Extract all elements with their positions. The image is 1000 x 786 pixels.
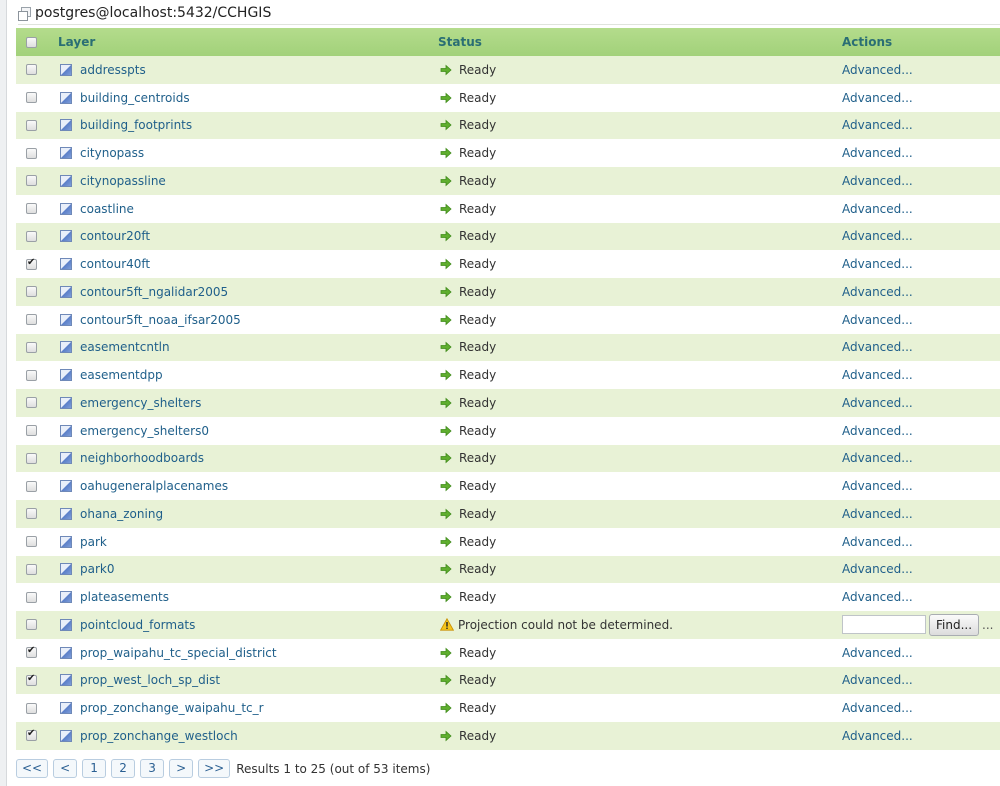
ready-arrow-icon — [440, 230, 452, 242]
layer-table-icon — [60, 480, 72, 492]
table-row — [16, 223, 1000, 251]
row-checkbox[interactable] — [26, 425, 37, 436]
status-cell — [438, 694, 842, 722]
status-cell — [438, 223, 842, 251]
status-text: Projection could not be determined. — [458, 617, 673, 632]
actions-cell — [842, 56, 1000, 84]
status-text: Ready — [459, 146, 497, 161]
layer-link[interactable]: contour20ft — [80, 229, 151, 244]
status-cell — [438, 667, 842, 695]
row-checkbox[interactable] — [26, 592, 37, 603]
row-checkbox[interactable] — [26, 92, 37, 103]
ready-arrow-icon — [440, 425, 452, 437]
row-select-cell — [16, 389, 48, 417]
status-cell — [438, 84, 842, 112]
layer-table-icon — [60, 119, 72, 131]
layer-table-icon — [60, 563, 72, 575]
row-checkbox[interactable] — [26, 703, 37, 714]
layer-cell — [48, 556, 438, 584]
store-title-bar — [18, 3, 1000, 23]
table-row — [16, 667, 1000, 695]
layer-link[interactable]: contour5ft_ngalidar2005 — [80, 284, 229, 299]
actions-cell — [842, 278, 1000, 306]
row-select-cell — [16, 361, 48, 389]
layer-cell — [48, 722, 438, 750]
layer-table-icon — [60, 230, 72, 242]
layer-cell — [48, 56, 438, 84]
actions-cell — [842, 139, 1000, 167]
srs-input[interactable] — [842, 615, 926, 634]
row-select-cell — [16, 195, 48, 223]
row-select-cell — [16, 250, 48, 278]
layer-table-icon — [60, 203, 72, 215]
status-cell — [438, 195, 842, 223]
advanced-link[interactable]: Advanced... — [842, 312, 913, 327]
layer-link[interactable]: contour40ft — [80, 257, 151, 272]
advanced-link[interactable]: Advanced... — [842, 673, 913, 688]
layer-table-icon — [60, 508, 72, 520]
status-cell — [438, 112, 842, 140]
status-text: Ready — [459, 62, 497, 77]
advanced-link[interactable]: Advanced... — [842, 118, 913, 133]
status-cell — [438, 472, 842, 500]
advanced-link[interactable]: Advanced... — [842, 395, 913, 410]
status-cell — [438, 139, 842, 167]
advanced-link[interactable]: Advanced... — [842, 368, 913, 383]
row-checkbox[interactable] — [26, 231, 37, 242]
status-text: Ready — [459, 118, 497, 133]
actions-cell — [842, 500, 1000, 528]
ready-arrow-icon — [440, 563, 452, 575]
ready-arrow-icon — [440, 314, 452, 326]
status-text: Ready — [459, 173, 497, 188]
layer-link[interactable]: plateasements — [80, 590, 170, 605]
layer-link[interactable]: park0 — [80, 562, 115, 577]
row-select-cell — [16, 278, 48, 306]
left-panel-edge — [0, 0, 7, 786]
advanced-link[interactable]: Advanced... — [842, 451, 913, 466]
layer-cell — [48, 278, 438, 306]
advanced-link[interactable]: Advanced... — [842, 562, 913, 577]
advanced-link[interactable]: Advanced... — [842, 728, 913, 743]
actions-column-header: Actions — [842, 28, 1000, 56]
advanced-link[interactable]: Advanced... — [842, 506, 913, 521]
table-row — [16, 417, 1000, 445]
status-cell — [438, 500, 842, 528]
layer-table-icon — [60, 730, 72, 742]
layer-table-icon — [60, 369, 72, 381]
actions-cell — [842, 167, 1000, 195]
advanced-link[interactable]: Advanced... — [842, 229, 913, 244]
status-text: Ready — [459, 312, 497, 327]
row-checkbox[interactable] — [26, 481, 37, 492]
row-select-cell — [16, 500, 48, 528]
advanced-link[interactable]: Advanced... — [842, 284, 913, 299]
status-cell — [438, 361, 842, 389]
layer-cell — [48, 195, 438, 223]
layer-table-icon — [60, 619, 72, 631]
status-text: Ready — [459, 340, 497, 355]
layer-table-icon — [60, 674, 72, 686]
layer-cell — [48, 112, 438, 140]
srs-find-group — [842, 614, 1000, 636]
row-checkbox[interactable] — [26, 203, 37, 214]
table-row — [16, 389, 1000, 417]
table-row — [16, 611, 1000, 639]
status-cell — [438, 639, 842, 667]
layer-table-icon — [60, 64, 72, 76]
actions-cell — [842, 611, 1000, 639]
table-row — [16, 583, 1000, 611]
advanced-link[interactable]: Advanced... — [842, 146, 913, 161]
advanced-link[interactable]: Advanced... — [842, 173, 913, 188]
advanced-link[interactable]: Advanced... — [842, 479, 913, 494]
table-row — [16, 84, 1000, 112]
status-cell — [438, 334, 842, 362]
table-row — [16, 56, 1000, 84]
title-divider — [18, 24, 1000, 25]
row-select-cell — [16, 667, 48, 695]
layer-link[interactable]: park — [80, 534, 107, 549]
layer-link[interactable]: building_centroids — [80, 90, 190, 105]
page-2-button[interactable]: 2 — [111, 759, 135, 778]
row-checkbox[interactable] — [26, 730, 37, 741]
table-row — [16, 306, 1000, 334]
layer-cell — [48, 84, 438, 112]
status-cell — [438, 556, 842, 584]
layer-cell — [48, 139, 438, 167]
row-checkbox[interactable] — [26, 120, 37, 131]
ready-arrow-icon — [440, 119, 452, 131]
layer-link[interactable]: prop_zonchange_westloch — [80, 728, 238, 743]
row-select-cell — [16, 306, 48, 334]
status-text: Ready — [459, 451, 497, 466]
table-row — [16, 694, 1000, 722]
row-select-cell — [16, 417, 48, 445]
status-cell — [438, 722, 842, 750]
next-page-button[interactable]: > — [169, 759, 193, 778]
pagination — [16, 759, 430, 778]
layer-cell — [48, 611, 438, 639]
status-cell — [438, 250, 842, 278]
layer-table-icon — [60, 647, 72, 659]
table-header-row — [16, 28, 1000, 56]
layer-table-icon — [60, 425, 72, 437]
row-checkbox[interactable] — [26, 536, 37, 547]
layer-table-icon — [60, 258, 72, 270]
actions-cell — [842, 667, 1000, 695]
status-cell — [438, 583, 842, 611]
row-select-cell — [16, 167, 48, 195]
table-row — [16, 278, 1000, 306]
row-checkbox[interactable] — [26, 675, 37, 686]
layer-table-icon — [60, 92, 72, 104]
status-cell — [438, 167, 842, 195]
ready-arrow-icon — [440, 452, 452, 464]
layer-cell — [48, 417, 438, 445]
last-page-button[interactable]: >> — [198, 759, 230, 778]
row-checkbox[interactable] — [26, 564, 37, 575]
actions-cell — [842, 639, 1000, 667]
table-row — [16, 639, 1000, 667]
row-select-cell — [16, 694, 48, 722]
page-1-button[interactable]: 1 — [82, 759, 106, 778]
layers-table — [16, 28, 1000, 750]
more-link[interactable]: ... — [982, 617, 994, 632]
ready-arrow-icon — [440, 175, 452, 187]
table-row — [16, 139, 1000, 167]
actions-cell — [842, 361, 1000, 389]
actions-cell — [842, 334, 1000, 362]
layer-cell — [48, 472, 438, 500]
status-text: Ready — [459, 201, 497, 216]
row-select-cell — [16, 639, 48, 667]
status-cell — [438, 306, 842, 334]
layer-link[interactable]: neighborhoodboards — [80, 451, 205, 466]
warning-icon — [440, 618, 454, 631]
first-page-button[interactable]: << — [16, 759, 48, 778]
layer-table-icon — [60, 286, 72, 298]
row-select-cell — [16, 722, 48, 750]
row-checkbox[interactable] — [26, 370, 37, 381]
table-row — [16, 528, 1000, 556]
row-select-cell — [16, 56, 48, 84]
ready-arrow-icon — [440, 591, 452, 603]
status-cell — [438, 56, 842, 84]
actions-cell — [842, 445, 1000, 473]
advanced-link[interactable]: Advanced... — [842, 62, 913, 77]
layer-cell — [48, 334, 438, 362]
store-icon — [18, 7, 31, 20]
row-select-cell — [16, 472, 48, 500]
ready-arrow-icon — [440, 397, 452, 409]
actions-cell — [842, 84, 1000, 112]
actions-cell — [842, 722, 1000, 750]
status-text: Ready — [459, 479, 497, 494]
find-button[interactable]: Find... — [929, 614, 979, 636]
actions-cell — [842, 223, 1000, 251]
row-select-cell — [16, 611, 48, 639]
status-text: Ready — [459, 701, 497, 716]
ready-arrow-icon — [440, 64, 452, 76]
layer-link[interactable]: pointcloud_formats — [80, 617, 196, 632]
layer-table-icon — [60, 175, 72, 187]
advanced-link[interactable]: Advanced... — [842, 201, 913, 216]
table-row — [16, 556, 1000, 584]
status-cell — [438, 389, 842, 417]
advanced-link[interactable]: Advanced... — [842, 340, 913, 355]
row-checkbox[interactable] — [26, 64, 37, 75]
row-select-cell — [16, 223, 48, 251]
table-row — [16, 361, 1000, 389]
row-checkbox[interactable] — [26, 148, 37, 159]
status-text: Ready — [459, 90, 497, 105]
status-text: Ready — [459, 395, 497, 410]
row-select-cell — [16, 84, 48, 112]
status-text: Ready — [459, 645, 497, 660]
layer-link[interactable]: addresspts — [80, 62, 146, 77]
select-all-checkbox[interactable] — [26, 37, 37, 48]
row-checkbox[interactable] — [26, 314, 37, 325]
status-text: Ready — [459, 423, 497, 438]
status-text: Ready — [459, 229, 497, 244]
actions-cell — [842, 694, 1000, 722]
advanced-link[interactable]: Advanced... — [842, 534, 913, 549]
layer-table-icon — [60, 702, 72, 714]
row-checkbox[interactable] — [26, 342, 37, 353]
ready-arrow-icon — [440, 258, 452, 270]
row-checkbox[interactable] — [26, 619, 37, 630]
status-cell — [438, 611, 842, 639]
row-checkbox[interactable] — [26, 647, 37, 658]
layer-table-icon — [60, 452, 72, 464]
row-checkbox[interactable] — [26, 286, 37, 297]
table-row — [16, 472, 1000, 500]
row-select-cell — [16, 334, 48, 362]
ready-arrow-icon — [440, 536, 452, 548]
status-text: Ready — [459, 590, 497, 605]
ready-arrow-icon — [440, 730, 452, 742]
row-checkbox[interactable] — [26, 397, 37, 408]
advanced-link[interactable]: Advanced... — [842, 590, 913, 605]
table-row — [16, 112, 1000, 140]
layer-cell — [48, 306, 438, 334]
status-text: Ready — [459, 506, 497, 521]
status-cell — [438, 417, 842, 445]
layer-link[interactable]: emergency_shelters0 — [80, 423, 209, 438]
page-3-button[interactable]: 3 — [140, 759, 164, 778]
layer-link[interactable]: prop_waipahu_tc_special_district — [80, 645, 277, 660]
layer-cell — [48, 583, 438, 611]
row-checkbox[interactable] — [26, 508, 37, 519]
row-checkbox[interactable] — [26, 259, 37, 270]
status-text: Ready — [459, 673, 497, 688]
ready-arrow-icon — [440, 369, 452, 381]
layer-cell — [48, 167, 438, 195]
layer-cell — [48, 528, 438, 556]
store-title: postgres@localhost:5432/CCHGIS — [35, 5, 272, 21]
layer-link[interactable]: easementdpp — [80, 368, 163, 383]
advanced-link[interactable]: Advanced... — [842, 423, 913, 438]
table-row — [16, 500, 1000, 528]
layer-link[interactable]: contour5ft_noaa_ifsar2005 — [80, 312, 241, 327]
layer-table-icon — [60, 591, 72, 603]
prev-page-button[interactable]: < — [53, 759, 77, 778]
row-select-cell — [16, 139, 48, 167]
actions-cell — [842, 389, 1000, 417]
table-row — [16, 250, 1000, 278]
layer-cell — [48, 639, 438, 667]
status-column-header[interactable]: Status — [438, 28, 842, 56]
results-summary: Results 1 to 25 (out of 53 items) — [236, 761, 431, 776]
actions-cell — [842, 306, 1000, 334]
actions-cell — [842, 528, 1000, 556]
advanced-link[interactable]: Advanced... — [842, 645, 913, 660]
table-row — [16, 167, 1000, 195]
layer-cell — [48, 500, 438, 528]
actions-cell — [842, 417, 1000, 445]
row-select-cell — [16, 528, 48, 556]
layer-table-icon — [60, 147, 72, 159]
actions-cell — [842, 583, 1000, 611]
advanced-link[interactable]: Advanced... — [842, 701, 913, 716]
layer-table-icon — [60, 314, 72, 326]
ready-arrow-icon — [440, 674, 452, 686]
advanced-link[interactable]: Advanced... — [842, 257, 913, 272]
ready-arrow-icon — [440, 203, 452, 215]
row-checkbox[interactable] — [26, 175, 37, 186]
row-checkbox[interactable] — [26, 453, 37, 464]
layer-cell — [48, 389, 438, 417]
actions-cell — [842, 195, 1000, 223]
ready-arrow-icon — [440, 341, 452, 353]
ready-arrow-icon — [440, 508, 452, 520]
ready-arrow-icon — [440, 647, 452, 659]
actions-cell — [842, 112, 1000, 140]
layer-table-icon — [60, 397, 72, 409]
ready-arrow-icon — [440, 147, 452, 159]
status-text: Ready — [459, 728, 497, 743]
layer-cell — [48, 694, 438, 722]
advanced-link[interactable]: Advanced... — [842, 90, 913, 105]
layer-link[interactable]: easementcntln — [80, 340, 170, 355]
status-text: Ready — [459, 284, 497, 299]
layer-table-icon — [60, 341, 72, 353]
layer-cell — [48, 250, 438, 278]
ready-arrow-icon — [440, 702, 452, 714]
ready-arrow-icon — [440, 286, 452, 298]
layer-cell — [48, 223, 438, 251]
layer-link[interactable]: emergency_shelters — [80, 395, 202, 410]
layer-link[interactable]: ohana_zoning — [80, 506, 164, 521]
table-row — [16, 445, 1000, 473]
table-row — [16, 334, 1000, 362]
select-all-cell — [16, 28, 48, 56]
layer-link[interactable]: building_footprints — [80, 118, 193, 133]
table-row — [16, 722, 1000, 750]
row-select-cell — [16, 583, 48, 611]
layer-column-header[interactable]: Layer — [48, 28, 438, 56]
ready-arrow-icon — [440, 480, 452, 492]
layer-cell — [48, 361, 438, 389]
layer-link[interactable]: prop_west_loch_sp_dist — [80, 673, 221, 688]
status-text: Ready — [459, 257, 497, 272]
layer-table-icon — [60, 536, 72, 548]
status-cell — [438, 445, 842, 473]
layer-link[interactable]: citynopass — [80, 146, 145, 161]
row-select-cell — [16, 445, 48, 473]
status-text: Ready — [459, 562, 497, 577]
actions-cell — [842, 556, 1000, 584]
status-text: Ready — [459, 534, 497, 549]
row-select-cell — [16, 112, 48, 140]
layer-link[interactable]: oahugeneralplacenames — [80, 479, 229, 494]
layer-cell — [48, 667, 438, 695]
ready-arrow-icon — [440, 92, 452, 104]
layer-link[interactable]: citynopassline — [80, 173, 166, 188]
status-cell — [438, 278, 842, 306]
layer-link[interactable]: coastline — [80, 201, 134, 216]
status-cell — [438, 528, 842, 556]
layer-link[interactable]: prop_zonchange_waipahu_tc_r — [80, 701, 264, 716]
actions-cell — [842, 250, 1000, 278]
row-select-cell — [16, 556, 48, 584]
actions-cell — [842, 472, 1000, 500]
layer-cell — [48, 445, 438, 473]
table-row — [16, 195, 1000, 223]
status-text: Ready — [459, 368, 497, 383]
